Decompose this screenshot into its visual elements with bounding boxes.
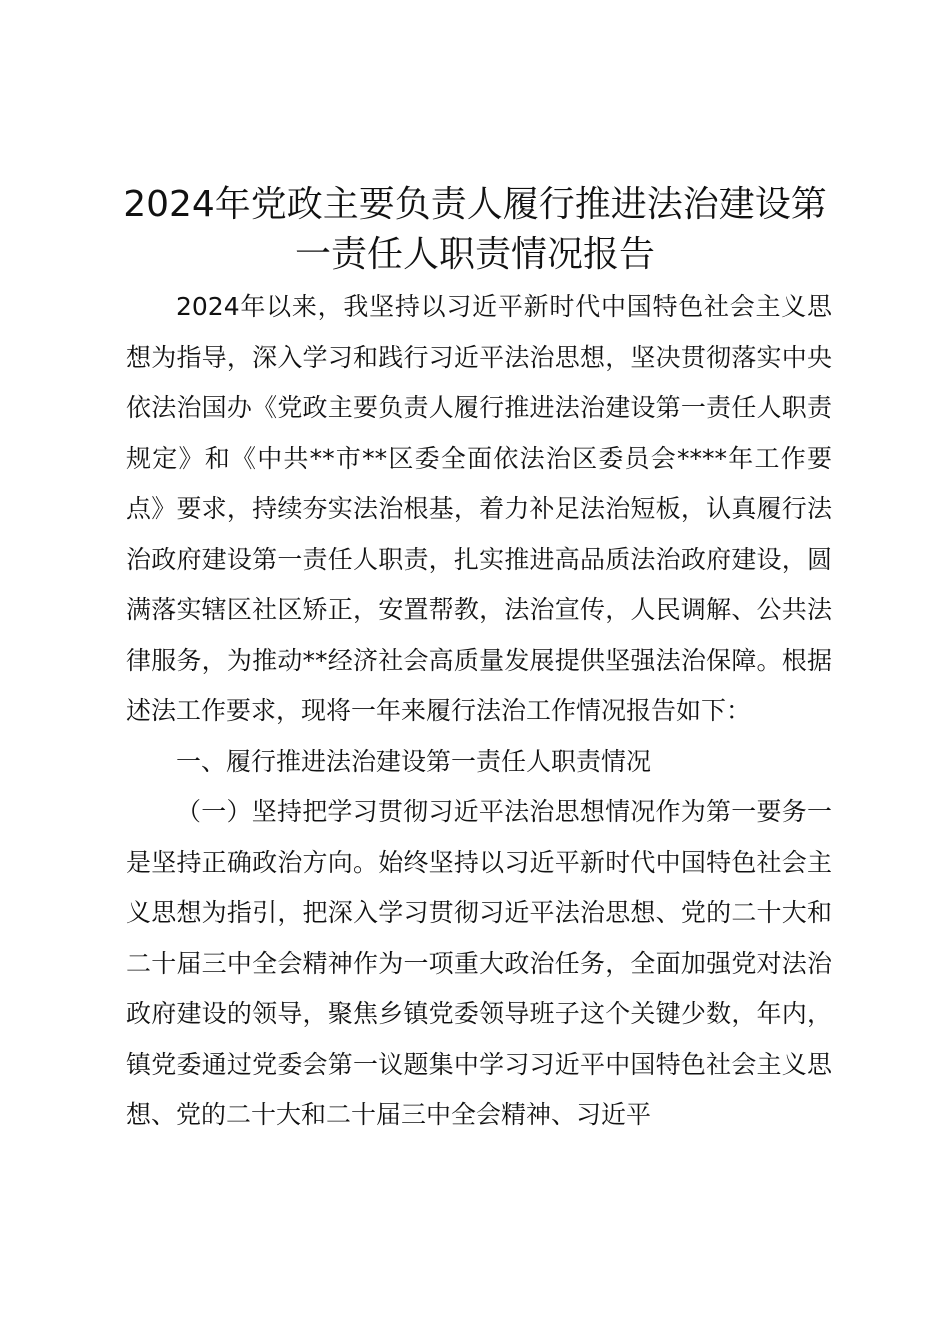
- document-title-line-2: 一责任人职责情况报告: [294, 234, 655, 275]
- document-body: [126, 282, 832, 1141]
- subsection-paragraph-1: （一）坚持把学习贯彻习近平法治思想情况作为第一要务一是坚持正确政治方向。始终坚持以习近平新时代中国特色社会主义思想为指引，把深入学习贯彻习近平法治思想、党的二十大和二十届三中全会精神作为一项重大政治任务，全面加强党对法治政府建设的领导，聚焦乡镇党委领导班子这个关键少数，年内，镇党委通过党委会第一议题集中学习习近平中国特色社会主义思想、党的二十大和二十届三中全会精神、习近平: [126, 797, 832, 1129]
- intro-paragraph: 2024年以来，我坚持以习近平新时代中国特色社会主义思想为指导，深入学习和践行习近平法治思想，坚决贯彻落实中央依法治国办《党政主要负责人履行推进法治建设第一责任人职责规定》和《中共**市**区委全面依法治区委员会****年工作要点》要求，持续夯实法治根基，着力补足法治短板，认真履行法治政府建设第一责任人职责，扎实推进高品质法治政府建设，圆满落实辖区社区矫正，安置帮教，法治宣传，人民调解、公共法律服务，为推动**经济社会高质量发展提供坚强法治保障。根据述法工作要求，现将一年来履行法治工作情况报告如下：: [126, 292, 832, 725]
- document-title: [90, 180, 860, 280]
- section-heading-1: 一、履行推进法治建设第一责任人职责情况: [176, 746, 652, 776]
- document-title-line-1: 2024年党政主要负责人履行推进法治建设第: [123, 184, 827, 225]
